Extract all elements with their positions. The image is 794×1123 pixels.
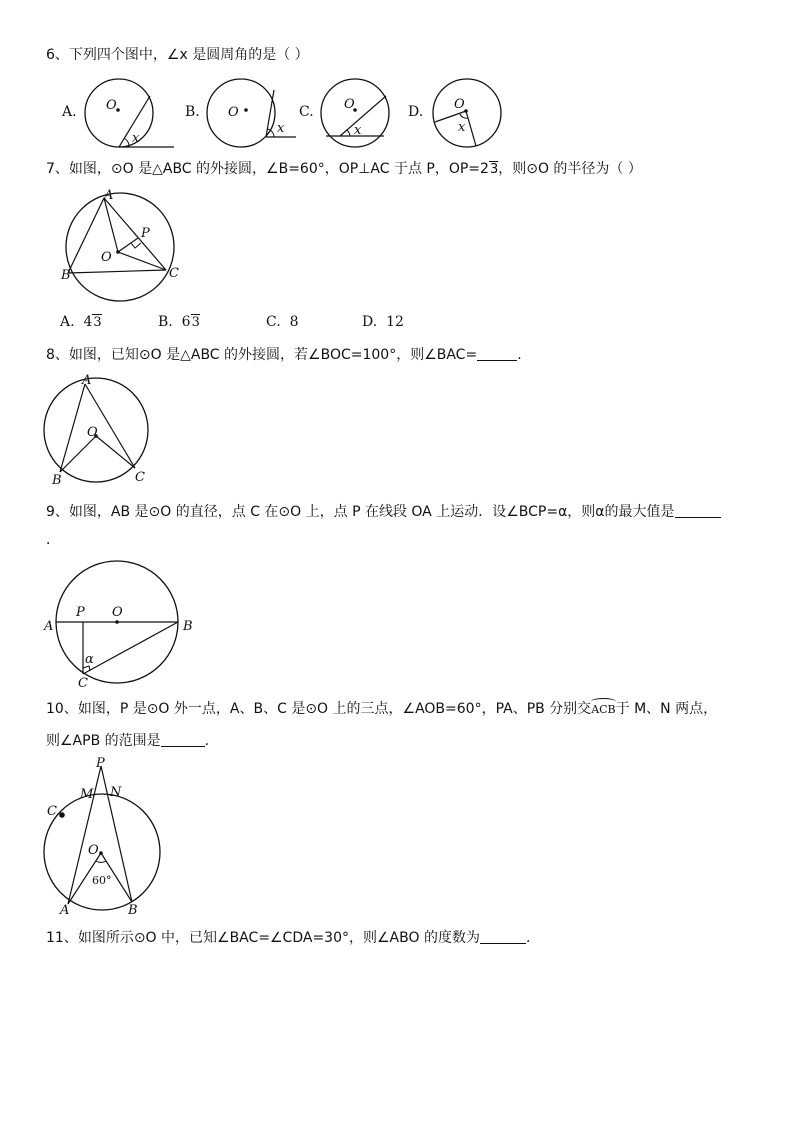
- q7-stem-before: 7、如图，⊙O 是△ABC 的外接圆，∠B=60°，OP⊥AC 于点 P，OP=2: [46, 161, 489, 177]
- q6-d-angle-label: x: [458, 120, 466, 135]
- q6-option-c-label: C.: [299, 104, 314, 120]
- q8-label-o: O: [87, 425, 98, 440]
- q9-label-alpha: α: [85, 652, 94, 667]
- q10-angle-label: 60°: [92, 874, 112, 887]
- q9-label-a: A: [44, 619, 54, 634]
- q7-stem-radicand: 3: [489, 162, 499, 177]
- q10-label-c: C: [47, 804, 57, 819]
- q10-figure: [40, 756, 170, 921]
- q7-label-c: C: [169, 266, 179, 281]
- q6-figure-a: [84, 76, 194, 152]
- q7-label-o: O: [101, 250, 112, 265]
- q6-b-center-label: O: [228, 105, 239, 120]
- q6-option-a-label: A.: [62, 104, 77, 120]
- q6-b-angle-label: x: [277, 121, 285, 136]
- q10-label-n: N: [110, 785, 122, 800]
- q9-label-p: P: [76, 605, 85, 620]
- q10-label-a: A: [60, 903, 70, 918]
- q6-stem: 6、下列四个图中，∠x 是圆周角的是（ ）: [46, 47, 309, 63]
- q7-stem: [46, 159, 642, 179]
- q9-label-b: B: [183, 619, 193, 634]
- q8-label-a: A: [82, 373, 92, 388]
- q10-arc-acb: ACB: [591, 700, 615, 720]
- q7-stem-after: ，则⊙O 的半径为（ ）: [498, 161, 642, 177]
- q8-stem: 8、如图，已知⊙O 是△ABC 的外接圆，若∠BOC=100°，则∠BAC= .: [46, 347, 522, 363]
- q8-label-b: B: [52, 473, 62, 488]
- q6-option-d-label: D.: [408, 104, 424, 120]
- q6-c-center-label: O: [344, 97, 355, 112]
- q10-line1: 10、如图，P 是⊙O 外一点，A、B、C 是⊙O 上的三点，∠AOB=60°，PA、PB 分别交ACB于 M、N 两点，: [46, 699, 717, 720]
- q7-option-b: B. 63: [158, 314, 200, 330]
- q7-option-a: A. 43: [60, 314, 102, 330]
- q6-d-center-label: O: [454, 97, 465, 112]
- q9-answer-blank[interactable]: [675, 503, 721, 518]
- q10-label-m: M: [80, 787, 94, 802]
- q8-answer-blank[interactable]: [477, 346, 517, 361]
- q6-option-b-label: B.: [185, 104, 200, 120]
- q11-stem: 11、如图所示⊙O 中，已知∠BAC=∠CDA=30°，则∠ABO 的度数为 .: [46, 930, 531, 946]
- q6-figure-c: [320, 76, 400, 152]
- q11-answer-blank[interactable]: [480, 929, 526, 944]
- q10-label-p: P: [96, 756, 105, 771]
- q9-figure: [40, 560, 200, 690]
- q7-label-p: P: [141, 226, 150, 241]
- q8-label-c: C: [135, 470, 145, 485]
- q9-stem: 9、如图，AB 是⊙O 的直径，点 C 在⊙O 上，点 P 在线段 OA 上运动．设∠BCP=α，则α的最大值是: [46, 502, 721, 522]
- q10-answer-blank[interactable]: [161, 732, 205, 747]
- q6-a-center-label: O: [106, 98, 117, 113]
- q7-label-b: B: [61, 268, 71, 283]
- q9-label-o: O: [112, 605, 123, 620]
- q6-figure-d: [430, 76, 510, 152]
- q8-figure: [40, 372, 160, 492]
- q7-figure: [58, 188, 188, 308]
- q6-c-angle-label: x: [354, 123, 362, 138]
- q10-label-o: O: [88, 843, 99, 858]
- q9-label-c: C: [78, 676, 88, 691]
- q10-line2: 则∠APB 的范围是 .: [46, 733, 210, 749]
- q9-stem-end: ．: [46, 532, 60, 548]
- q6-a-angle-label: x: [132, 131, 140, 146]
- q7-label-a: A: [104, 188, 114, 203]
- q7-option-d: D. 12: [362, 314, 404, 330]
- q10-label-b: B: [128, 903, 138, 918]
- q7-option-c: C. 8: [266, 314, 299, 330]
